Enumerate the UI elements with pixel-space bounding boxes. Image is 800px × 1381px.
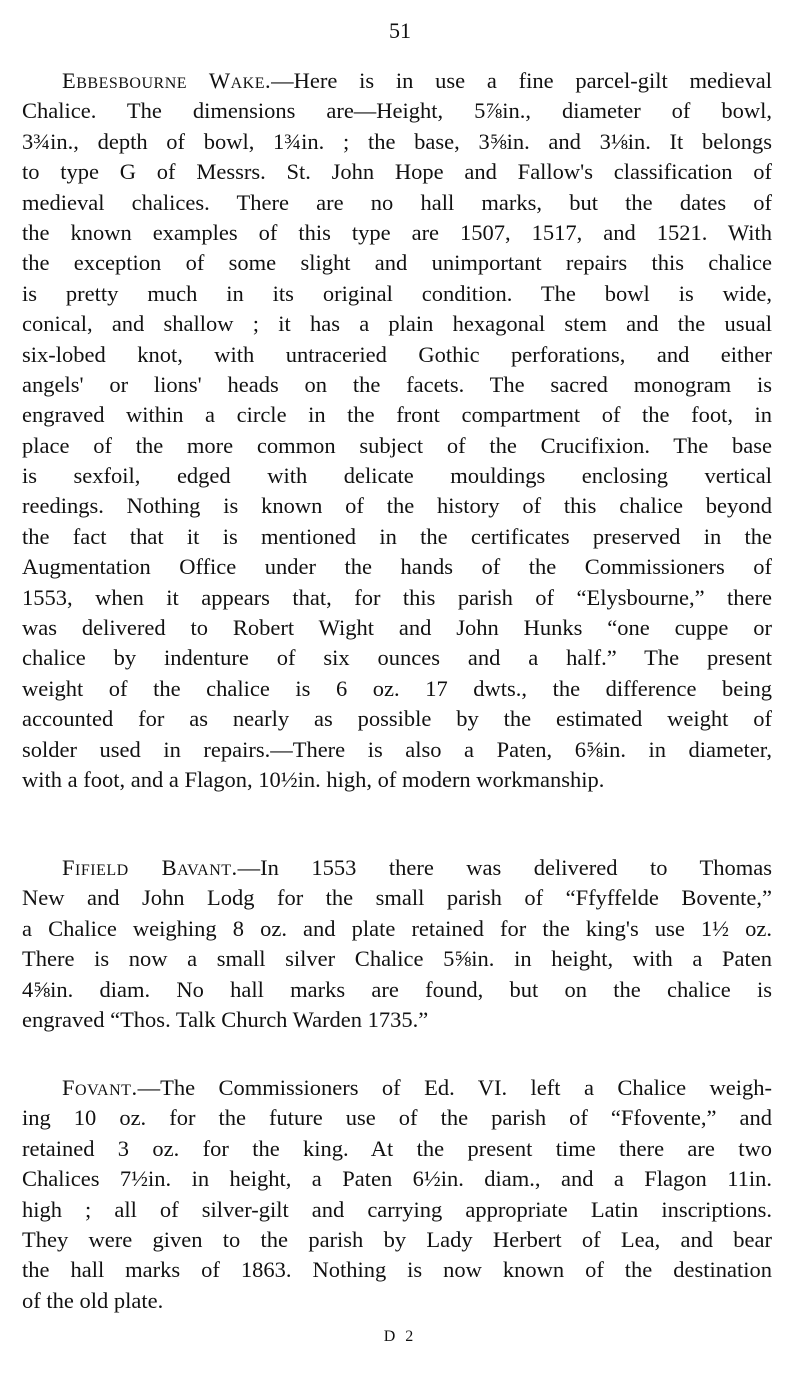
text-line (22, 975, 772, 1005)
line-text: six-lobed knot, with untraceried Gothic perforations, and either (22, 341, 772, 367)
line-text: solder used in repairs.—There is also a Paten, 6⅝in. in diameter, (22, 736, 772, 762)
paragraph-fovant (22, 1073, 772, 1316)
line-text: 4⅝in. diam. No hall marks are found, but on the chalice is (22, 976, 772, 1002)
line-text: is sexfoil, edged with delicate mouldings enclosing vertical (22, 463, 772, 489)
text-line (22, 431, 772, 461)
line-text: medieval chalices. There are no hall marks, but the dates of (22, 189, 772, 215)
line-text: is pretty much in its original condition. The bowl is wide, (22, 280, 772, 306)
line-text: There is now a small silver Chalice 5⅝in. in height, with a Paten (22, 946, 772, 972)
text-line (22, 853, 772, 883)
text-line (22, 188, 772, 218)
text-line (22, 96, 772, 126)
line-text: Chalices 7½in. in height, a Paten 6½in. diam., and a Flagon 11in. (22, 1166, 772, 1192)
text-line (22, 1286, 772, 1316)
text-line (22, 1005, 772, 1035)
text-line (22, 1225, 772, 1255)
text-line (22, 1255, 772, 1285)
line-text: angels' or lions' heads on the facets. The sacred monogram is (22, 371, 772, 397)
text-line (22, 127, 772, 157)
text-line (22, 66, 772, 96)
text-line (22, 279, 772, 309)
line-text: place of the more common subject of the Crucifixion. The base (22, 432, 772, 458)
text-line (22, 883, 772, 913)
text-line (22, 1103, 772, 1133)
text-line (22, 583, 772, 613)
line-text: accounted for as nearly as possible by the estimated weight of (22, 706, 772, 732)
text-line (22, 491, 772, 521)
text-line (22, 552, 772, 582)
line-text: retained 3 oz. for the king. At the present time there are two (22, 1135, 772, 1161)
line-text: the known examples of this type are 1507, 1517, and 1521. With (22, 219, 772, 245)
line-text: ing 10 oz. for the future use of the parish of “Ffovente,” and (22, 1105, 772, 1131)
text-line (22, 674, 772, 704)
paragraph-ebbesbourne-wake (22, 66, 772, 795)
line-text: with a foot, and a Flagon, 10½in. high, of modern workmanship. (22, 766, 605, 792)
line-text: —In 1553 there was delivered to Thomas (237, 855, 772, 880)
section-heading: Fovant. (62, 1075, 138, 1100)
text-line (22, 735, 772, 765)
line-text: of the old plate. (22, 1287, 164, 1313)
page-number: 51 (389, 18, 411, 43)
signature-mark: D 2 (383, 1328, 417, 1345)
line-text: 1553, when it appears that, for this parish of “Elysbourne,” there (22, 584, 772, 610)
text-line (22, 309, 772, 339)
text-line (22, 1073, 772, 1103)
text-line (22, 522, 772, 552)
line-text: 3¾in., depth of bowl, 1¾in. ; the base, 3⅝in. and 3⅛in. It belongs (22, 128, 772, 154)
text-line (22, 704, 772, 734)
line-text: reedings. Nothing is known of the history of this chalice beyond (22, 493, 772, 519)
text-line (22, 944, 772, 974)
text-line (22, 400, 772, 430)
section-heading: Ebbesbourne Wake. (62, 68, 272, 93)
line-text: —The Commissioners of Ed. VI. left a Chalice weigh- (137, 1075, 772, 1100)
line-text: the exception of some slight and unimportant repairs this chalice (22, 250, 772, 276)
paragraph-fifield-bavant (22, 853, 772, 1035)
line-text: weight of the chalice is 6 oz. 17 dwts., the difference being (22, 675, 772, 701)
text-line (22, 914, 772, 944)
line-text: They were given to the parish by Lady Herbert of Lea, and bear (22, 1226, 772, 1252)
line-text: chalice by indenture of six ounces and a half.” The present (22, 645, 772, 671)
line-text: was delivered to Robert Wight and John Hunks “one cuppe or (22, 615, 772, 641)
line-text: high ; all of silver-gilt and carrying appropriate Latin inscriptions. (22, 1196, 772, 1222)
line-text: —Here is in use a fine parcel-gilt medieval (271, 68, 772, 93)
line-text: the fact that it is mentioned in the certificates preserved in the (22, 523, 772, 549)
text-line (22, 340, 772, 370)
section-heading: Fifield Bavant. (62, 855, 238, 880)
text-line (22, 1134, 772, 1164)
text-line (22, 370, 772, 400)
text-line (22, 248, 772, 278)
line-text: conical, and shallow ; it has a plain hexagonal stem and the usual (22, 311, 772, 337)
text-line (22, 613, 772, 643)
line-text: the hall marks of 1863. Nothing is now known of the destination (22, 1257, 772, 1283)
line-text: to type G of Messrs. St. John Hope and Fallow's classification of (22, 159, 772, 185)
line-text: engraved within a circle in the front compartment of the foot, in (22, 402, 772, 428)
text-line (22, 1195, 772, 1225)
line-text: New and John Lodg for the small parish of “Ffyffelde Bovente,” (22, 885, 772, 911)
text-line (22, 1164, 772, 1194)
text-line (22, 157, 772, 187)
text-line (22, 218, 772, 248)
line-text: engraved “Thos. Talk Church Warden 1735.” (22, 1006, 429, 1032)
text-line (22, 765, 772, 795)
line-text: Augmentation Office under the hands of the Commissioners of (22, 554, 772, 580)
text-line (22, 643, 772, 673)
line-text: a Chalice weighing 8 oz. and plate retained for the king's use 1½ oz. (22, 915, 772, 941)
line-text: Chalice. The dimensions are—Height, 5⅞in., diameter of bowl, (22, 98, 772, 124)
text-line (22, 461, 772, 491)
